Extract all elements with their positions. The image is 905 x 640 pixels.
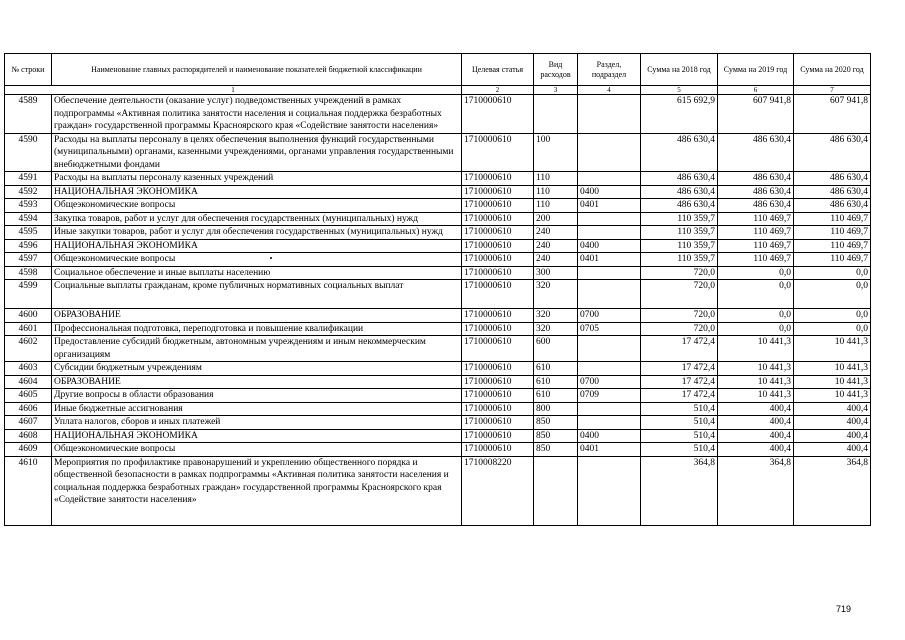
cell-sum-2019: 400,4 — [718, 402, 794, 416]
cell-sum-2020: 10 441,3 — [794, 362, 871, 376]
cell-sum-2018: 720,0 — [641, 280, 718, 309]
cell-expense-type: 110 — [534, 199, 578, 213]
cell-expense-type — [534, 95, 578, 134]
cell-sum-2019: 10 441,3 — [718, 336, 794, 362]
cell-section — [578, 95, 641, 134]
cell-target-article: 1710000610 — [462, 199, 534, 213]
cell-expense-type: 110 — [534, 172, 578, 186]
header-rz: Раздел, подраздел — [578, 54, 641, 86]
cell-sum-2020: 607 941,8 — [794, 95, 871, 134]
cell-sum-2018: 17 472,4 — [641, 375, 718, 389]
cell-target-article: 1710000610 — [462, 443, 534, 457]
cell-target-article: 1710000610 — [462, 336, 534, 362]
cell-sum-2018: 510,4 — [641, 416, 718, 430]
cell-sum-2018: 110 359,7 — [641, 212, 718, 226]
cell-row-number: 4607 — [5, 416, 52, 430]
cell-row-number: 4589 — [5, 95, 52, 134]
scan-speck — [270, 257, 272, 259]
cell-sum-2019: 607 941,8 — [718, 95, 794, 134]
cell-expense-type: 100 — [534, 133, 578, 172]
cell-sum-2019: 486 630,4 — [718, 199, 794, 213]
table-row — [5, 280, 871, 309]
cell-sum-2018: 720,0 — [641, 266, 718, 280]
cell-sum-2019: 400,4 — [718, 416, 794, 430]
cell-section: 0400 — [578, 239, 641, 253]
cell-sum-2019: 486 630,4 — [718, 172, 794, 186]
cell-name: ОБРАЗОВАНИЕ — [52, 375, 462, 389]
column-number-3: 3 — [534, 86, 578, 95]
table-row — [5, 212, 871, 226]
cell-name: НАЦИОНАЛЬНАЯ ЭКОНОМИКА — [52, 239, 462, 253]
header-code: Целевая статья — [462, 54, 534, 86]
cell-name: Обеспечение деятельности (оказание услуг) подведомственных учреждений в рамках подпрограммы «Активная политика занятости населения и социальная поддержка безработных граждан» государственной программы Красноярского края «Содействие занятости населения» — [52, 95, 462, 134]
cell-sum-2020: 110 469,7 — [794, 212, 871, 226]
cell-name: Социальные выплаты гражданам, кроме публичных нормативных социальных выплат — [52, 280, 462, 309]
cell-target-article: 1710000610 — [462, 185, 534, 199]
table-row — [5, 185, 871, 199]
cell-sum-2019: 0,0 — [718, 309, 794, 323]
cell-name: Иные бюджетные ассигнования — [52, 402, 462, 416]
table-row — [5, 309, 871, 323]
header-s2018: Сумма на 2018 год — [641, 54, 718, 86]
cell-row-number: 4604 — [5, 375, 52, 389]
cell-target-article: 1710000610 — [462, 389, 534, 403]
column-number-7: 7 — [794, 86, 871, 95]
cell-section: 0700 — [578, 309, 641, 323]
table-row — [5, 389, 871, 403]
cell-sum-2018: 720,0 — [641, 309, 718, 323]
cell-name: Общеэкономические вопросы — [52, 253, 462, 267]
cell-row-number: 4602 — [5, 336, 52, 362]
cell-target-article: 1710008220 — [462, 456, 534, 525]
cell-row-number: 4606 — [5, 402, 52, 416]
cell-sum-2020: 110 469,7 — [794, 226, 871, 240]
cell-section: 0700 — [578, 375, 641, 389]
cell-name: Предоставление субсидий бюджетным, автономным учреждениям и иным некоммерческим организациям — [52, 336, 462, 362]
column-number-6: 6 — [718, 86, 794, 95]
column-number-1: 1 — [5, 86, 462, 95]
cell-target-article: 1710000610 — [462, 429, 534, 443]
cell-section: 0400 — [578, 185, 641, 199]
cell-section: 0400 — [578, 429, 641, 443]
cell-section — [578, 456, 641, 525]
cell-sum-2020: 486 630,4 — [794, 185, 871, 199]
column-number-2: 2 — [462, 86, 534, 95]
cell-row-number: 4593 — [5, 199, 52, 213]
header-num: № строки — [5, 54, 52, 86]
cell-sum-2019: 0,0 — [718, 280, 794, 309]
cell-name: Общеэкономические вопросы — [52, 443, 462, 457]
cell-row-number: 4597 — [5, 253, 52, 267]
cell-sum-2018: 510,4 — [641, 402, 718, 416]
table-row — [5, 172, 871, 186]
cell-row-number: 4601 — [5, 322, 52, 336]
cell-expense-type: 320 — [534, 322, 578, 336]
column-number-5: 5 — [641, 86, 718, 95]
cell-row-number: 4603 — [5, 362, 52, 376]
cell-sum-2020: 364,8 — [794, 456, 871, 525]
cell-name: Расходы на выплаты персоналу в целях обеспечения выполнения функций государственными (муниципальными) органами, казенными учреждениями, органами управления государственными внебюджетными фондами — [52, 133, 462, 172]
cell-name: НАЦИОНАЛЬНАЯ ЭКОНОМИКА — [52, 185, 462, 199]
cell-section — [578, 336, 641, 362]
cell-target-article: 1710000610 — [462, 212, 534, 226]
cell-section — [578, 266, 641, 280]
cell-row-number: 4590 — [5, 133, 52, 172]
cell-row-number: 4608 — [5, 429, 52, 443]
cell-sum-2019: 486 630,4 — [718, 133, 794, 172]
cell-sum-2020: 0,0 — [794, 280, 871, 309]
table-body — [5, 95, 871, 526]
cell-row-number: 4598 — [5, 266, 52, 280]
cell-sum-2020: 110 469,7 — [794, 239, 871, 253]
table-row — [5, 456, 871, 525]
table-row — [5, 133, 871, 172]
cell-section — [578, 172, 641, 186]
cell-target-article: 1710000610 — [462, 322, 534, 336]
cell-target-article: 1710000610 — [462, 239, 534, 253]
cell-name: Иные закупки товаров, работ и услуг для обеспечения государственных (муниципальных) нужд — [52, 226, 462, 240]
cell-expense-type: 240 — [534, 239, 578, 253]
table-row — [5, 375, 871, 389]
table-row — [5, 226, 871, 240]
cell-sum-2020: 10 441,3 — [794, 389, 871, 403]
cell-sum-2019: 110 469,7 — [718, 212, 794, 226]
cell-expense-type: 800 — [534, 402, 578, 416]
cell-sum-2018: 486 630,4 — [641, 172, 718, 186]
cell-section: 0401 — [578, 253, 641, 267]
cell-row-number: 4609 — [5, 443, 52, 457]
header-name: Наименование главных распорядителей и наименование показателей бюджетной классификации — [52, 54, 462, 86]
cell-row-number: 4596 — [5, 239, 52, 253]
column-number-4: 4 — [578, 86, 641, 95]
header-vr: Вид расходов — [534, 54, 578, 86]
cell-sum-2018: 110 359,7 — [641, 226, 718, 240]
page-number: 719 — [836, 604, 852, 614]
cell-sum-2019: 0,0 — [718, 266, 794, 280]
cell-name: Другие вопросы в области образования — [52, 389, 462, 403]
cell-name: Общеэкономические вопросы — [52, 199, 462, 213]
cell-sum-2020: 0,0 — [794, 322, 871, 336]
cell-expense-type — [534, 456, 578, 525]
budget-table — [4, 53, 871, 526]
cell-sum-2020: 400,4 — [794, 402, 871, 416]
cell-name: Уплата налогов, сборов и иных платежей — [52, 416, 462, 430]
cell-expense-type: 300 — [534, 266, 578, 280]
cell-section — [578, 212, 641, 226]
cell-target-article: 1710000610 — [462, 375, 534, 389]
table-row — [5, 253, 871, 267]
cell-sum-2020: 10 441,3 — [794, 336, 871, 362]
cell-row-number: 4610 — [5, 456, 52, 525]
cell-row-number: 4592 — [5, 185, 52, 199]
cell-section: 0401 — [578, 443, 641, 457]
cell-sum-2018: 615 692,9 — [641, 95, 718, 134]
cell-sum-2020: 110 469,7 — [794, 253, 871, 267]
cell-row-number: 4591 — [5, 172, 52, 186]
cell-name: Расходы на выплаты персоналу казенных учреждений — [52, 172, 462, 186]
cell-section — [578, 226, 641, 240]
cell-section — [578, 133, 641, 172]
cell-name: Закупка товаров, работ и услуг для обеспечения государственных (муниципальных) нужд — [52, 212, 462, 226]
cell-expense-type: 240 — [534, 226, 578, 240]
cell-sum-2019: 10 441,3 — [718, 389, 794, 403]
table-row — [5, 199, 871, 213]
cell-sum-2020: 400,4 — [794, 443, 871, 457]
cell-expense-type: 320 — [534, 309, 578, 323]
table-row — [5, 336, 871, 362]
cell-sum-2020: 486 630,4 — [794, 172, 871, 186]
cell-sum-2018: 486 630,4 — [641, 185, 718, 199]
cell-target-article: 1710000610 — [462, 416, 534, 430]
cell-sum-2019: 0,0 — [718, 322, 794, 336]
table-row — [5, 416, 871, 430]
table-row — [5, 443, 871, 457]
cell-sum-2019: 110 469,7 — [718, 253, 794, 267]
table-header — [5, 54, 871, 95]
table-row — [5, 266, 871, 280]
cell-expense-type: 610 — [534, 375, 578, 389]
table-row — [5, 362, 871, 376]
cell-row-number: 4595 — [5, 226, 52, 240]
cell-expense-type: 600 — [534, 336, 578, 362]
cell-section — [578, 280, 641, 309]
cell-section — [578, 402, 641, 416]
cell-target-article: 1710000610 — [462, 253, 534, 267]
cell-sum-2019: 400,4 — [718, 443, 794, 457]
cell-sum-2019: 110 469,7 — [718, 226, 794, 240]
cell-target-article: 1710000610 — [462, 95, 534, 134]
cell-sum-2020: 10 441,3 — [794, 375, 871, 389]
cell-sum-2019: 364,8 — [718, 456, 794, 525]
header-s2020: Сумма на 2020 год — [794, 54, 871, 86]
table-row — [5, 322, 871, 336]
cell-sum-2019: 400,4 — [718, 429, 794, 443]
cell-sum-2018: 17 472,4 — [641, 362, 718, 376]
cell-row-number: 4599 — [5, 280, 52, 309]
cell-sum-2018: 110 359,7 — [641, 253, 718, 267]
cell-sum-2018: 510,4 — [641, 429, 718, 443]
cell-sum-2018: 720,0 — [641, 322, 718, 336]
cell-sum-2018: 486 630,4 — [641, 199, 718, 213]
cell-sum-2020: 400,4 — [794, 429, 871, 443]
cell-expense-type: 320 — [534, 280, 578, 309]
cell-sum-2020: 486 630,4 — [794, 199, 871, 213]
cell-expense-type: 610 — [534, 362, 578, 376]
cell-target-article: 1710000610 — [462, 226, 534, 240]
column-number-row — [5, 86, 871, 95]
cell-name: ОБРАЗОВАНИЕ — [52, 309, 462, 323]
cell-row-number: 4594 — [5, 212, 52, 226]
cell-expense-type: 850 — [534, 429, 578, 443]
cell-sum-2020: 0,0 — [794, 266, 871, 280]
cell-sum-2020: 0,0 — [794, 309, 871, 323]
header-s2019: Сумма на 2019 год — [718, 54, 794, 86]
table-row — [5, 429, 871, 443]
cell-sum-2018: 17 472,4 — [641, 336, 718, 362]
cell-section: 0709 — [578, 389, 641, 403]
cell-expense-type: 240 — [534, 253, 578, 267]
cell-expense-type: 110 — [534, 185, 578, 199]
cell-name: Профессиональная подготовка, переподготовка и повышение квалификации — [52, 322, 462, 336]
cell-sum-2020: 400,4 — [794, 416, 871, 430]
cell-expense-type: 200 — [534, 212, 578, 226]
cell-expense-type: 850 — [534, 416, 578, 430]
table-row — [5, 95, 871, 134]
cell-target-article: 1710000610 — [462, 402, 534, 416]
header-row — [5, 54, 871, 86]
cell-row-number: 4605 — [5, 389, 52, 403]
cell-sum-2019: 110 469,7 — [718, 239, 794, 253]
cell-sum-2018: 364,8 — [641, 456, 718, 525]
cell-section — [578, 416, 641, 430]
cell-sum-2019: 486 630,4 — [718, 185, 794, 199]
cell-target-article: 1710000610 — [462, 172, 534, 186]
cell-sum-2018: 486 630,4 — [641, 133, 718, 172]
cell-section: 0705 — [578, 322, 641, 336]
cell-target-article: 1710000610 — [462, 309, 534, 323]
cell-name: НАЦИОНАЛЬНАЯ ЭКОНОМИКА — [52, 429, 462, 443]
cell-sum-2018: 510,4 — [641, 443, 718, 457]
table-row — [5, 239, 871, 253]
cell-target-article: 1710000610 — [462, 266, 534, 280]
cell-section — [578, 362, 641, 376]
cell-sum-2018: 110 359,7 — [641, 239, 718, 253]
cell-sum-2019: 10 441,3 — [718, 375, 794, 389]
cell-name: Социальное обеспечение и иные выплаты населению — [52, 266, 462, 280]
cell-target-article: 1710000610 — [462, 133, 534, 172]
cell-sum-2020: 486 630,4 — [794, 133, 871, 172]
cell-sum-2019: 10 441,3 — [718, 362, 794, 376]
cell-name: Субсидии бюджетным учреждениям — [52, 362, 462, 376]
cell-expense-type: 850 — [534, 443, 578, 457]
cell-target-article: 1710000610 — [462, 280, 534, 309]
cell-sum-2018: 17 472,4 — [641, 389, 718, 403]
cell-row-number: 4600 — [5, 309, 52, 323]
cell-name: Мероприятия по профилактике правонарушений и укреплению общественного порядка и общественной безопасности в рамках подпрограммы «Активная политика занятости населения и социальная поддержка безработных граждан» государственной программы Красноярского края «Содействие занятости населения» — [52, 456, 462, 525]
cell-expense-type: 610 — [534, 389, 578, 403]
cell-target-article: 1710000610 — [462, 362, 534, 376]
table-row — [5, 402, 871, 416]
cell-section: 0401 — [578, 199, 641, 213]
